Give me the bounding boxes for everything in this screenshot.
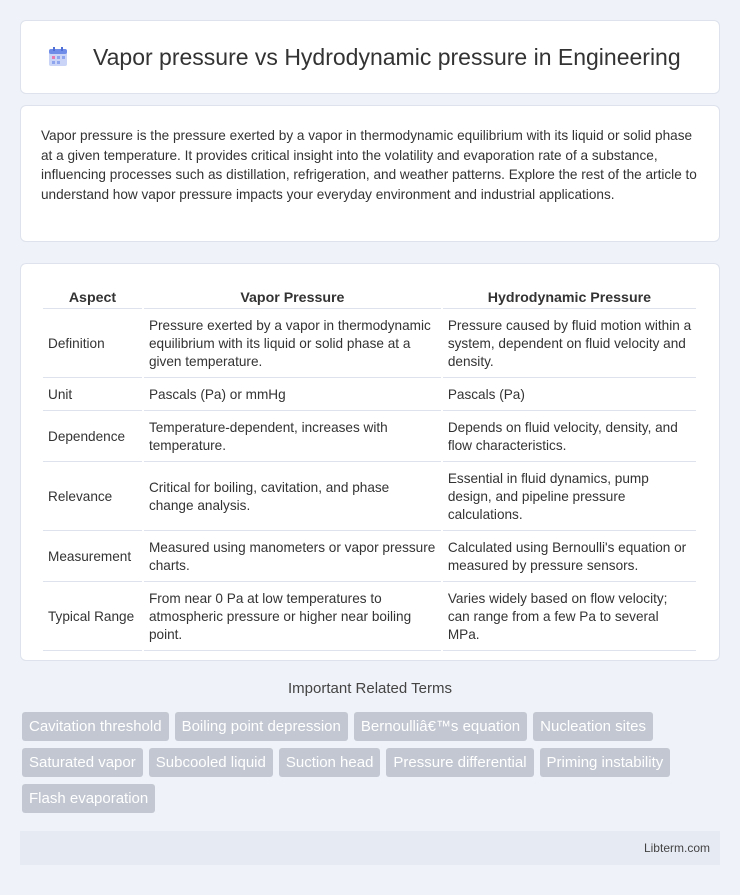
related-term-tag[interactable]: Suction head [279, 748, 381, 777]
related-term-tag[interactable]: Flash evaporation [22, 784, 155, 813]
comparison-table-card [20, 263, 720, 661]
related-terms-list [22, 712, 722, 813]
intro-text: Vapor pressure is the pressure exerted by a vapor in thermodynamic equilibrium with its liquid or solid phase at a given temperature. It provides critical insight into the volatility and evaporation rate of a substance, influencing processes such as distillation, refrigeration, and weather patterns. Explore the rest of the article to understand how vapor pressure impacts your everyday environment and industrial applications. [41, 128, 697, 202]
related-term-tag[interactable]: Subcooled liquid [149, 748, 273, 777]
footer [20, 831, 720, 865]
intro-card [20, 105, 720, 242]
related-term-tag[interactable]: Boiling point depression [175, 712, 348, 741]
table-cell: Unit [43, 380, 142, 411]
table-cell: Pressure exerted by a vapor in thermodynamic equilibrium with its liquid or solid phase at a given temperature. [144, 311, 441, 378]
related-term-tag[interactable]: Priming instability [540, 748, 671, 777]
table-cell: Pascals (Pa) [443, 380, 696, 411]
table-row [43, 584, 696, 651]
table-cell: Typical Range [43, 584, 142, 651]
table-cell: Critical for boiling, cavitation, and phase change analysis. [144, 464, 441, 531]
table-cell: Pascals (Pa) or mmHg [144, 380, 441, 411]
column-header: Vapor Pressure [144, 286, 441, 309]
related-term-tag[interactable]: Pressure differential [386, 748, 533, 777]
table-cell: Pressure caused by fluid motion within a system, dependent on fluid velocity and density. [443, 311, 696, 378]
comparison-table [41, 284, 698, 653]
table-cell: Relevance [43, 464, 142, 531]
table-header-row [43, 286, 696, 309]
table-row [43, 311, 696, 378]
table-cell: Measurement [43, 533, 142, 582]
table-row [43, 464, 696, 531]
column-header: Hydrodynamic Pressure [443, 286, 696, 309]
table-row [43, 380, 696, 411]
related-term-tag[interactable]: Cavitation threshold [22, 712, 169, 741]
table-cell: Depends on fluid velocity, density, and flow characteristics. [443, 413, 696, 462]
related-term-tag[interactable]: Nucleation sites [533, 712, 653, 741]
related-terms-title: Important Related Terms [288, 680, 452, 697]
table-row [43, 413, 696, 462]
table-cell: Temperature-dependent, increases with temperature. [144, 413, 441, 462]
table-cell: Dependence [43, 413, 142, 462]
related-term-tag[interactable]: Saturated vapor [22, 748, 143, 777]
related-term-tag[interactable]: Bernoulliâ€™s equation [354, 712, 527, 741]
table-cell: Calculated using Bernoulli's equation or measured by pressure sensors. [443, 533, 696, 582]
table-cell: Varies widely based on flow velocity; can range from a few Pa to several MPa. [443, 584, 696, 651]
header-card [20, 20, 720, 94]
table-row [43, 533, 696, 582]
table-cell: Definition [43, 311, 142, 378]
table-cell: Measured using manometers or vapor pressure charts. [144, 533, 441, 582]
column-header: Aspect [43, 286, 142, 309]
calendar-icon [47, 46, 69, 68]
footer-site-link[interactable]: Libterm.com [643, 841, 710, 855]
table-cell: Essential in fluid dynamics, pump design, and pipeline pressure calculations. [443, 464, 696, 531]
table-cell: From near 0 Pa at low temperatures to atmospheric pressure or higher near boiling point. [144, 584, 441, 651]
page-title: Vapor pressure vs Hydrodynamic pressure in Engineering [93, 43, 681, 70]
